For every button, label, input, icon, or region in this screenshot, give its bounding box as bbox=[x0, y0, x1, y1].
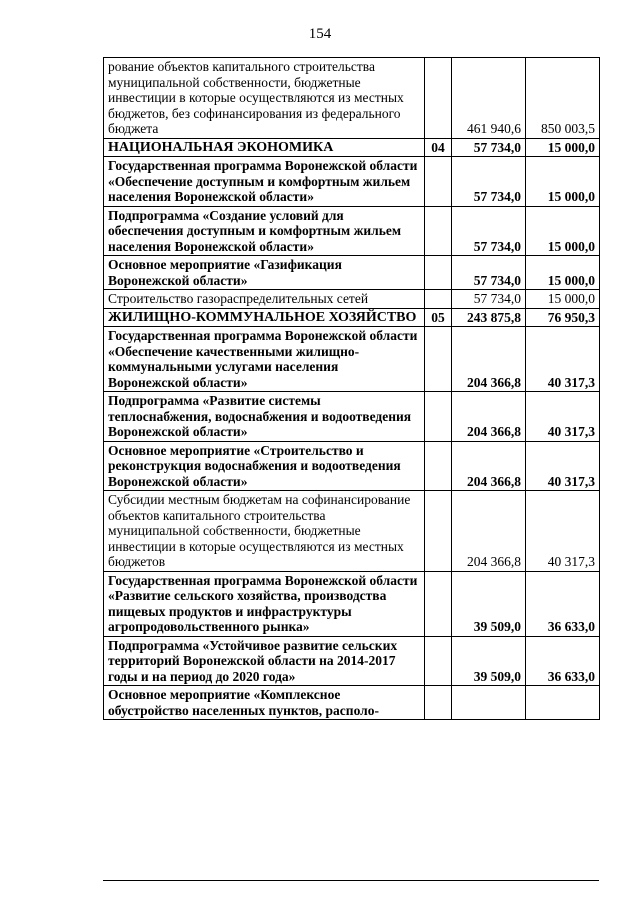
table-row bbox=[104, 157, 600, 207]
page-bottom-rule bbox=[103, 880, 599, 881]
budget-table bbox=[103, 57, 600, 720]
row-name: Подпрограмма «Развитие системы теплоснабжения, водоснабжения и водоотведения Воронежской области» bbox=[104, 392, 425, 442]
row-value-2: 15 000,0 bbox=[526, 138, 600, 157]
row-value-2: 850 003,5 bbox=[526, 58, 600, 139]
row-section-code bbox=[425, 256, 452, 290]
row-section-code bbox=[425, 636, 452, 686]
table-row bbox=[104, 58, 600, 139]
page-number: 154 bbox=[308, 26, 332, 42]
row-value-2: 40 317,3 bbox=[526, 491, 600, 572]
row-value-1: 57 734,0 bbox=[452, 290, 526, 309]
row-name: Основное мероприятие «Комплексное обустройство населенных пунктов, располо- bbox=[104, 686, 425, 720]
table-row bbox=[104, 138, 600, 157]
table-row bbox=[104, 327, 600, 392]
row-value-2: 40 317,3 bbox=[526, 441, 600, 491]
row-value-2: 15 000,0 bbox=[526, 290, 600, 309]
row-value-1: 57 734,0 bbox=[452, 206, 526, 256]
row-name: Государственная программа Воронежской области «Развитие сельского хозяйства, производства пищевых продуктов и инфраструктуры агропродовольственного рынка» bbox=[104, 571, 425, 636]
row-section-code bbox=[425, 571, 452, 636]
row-value-2: 76 950,3 bbox=[526, 308, 600, 327]
row-value-1: 57 734,0 bbox=[452, 157, 526, 207]
table-row bbox=[104, 308, 600, 327]
table-row bbox=[104, 636, 600, 686]
row-name: Строительство газораспределительных сетей bbox=[104, 290, 425, 309]
row-value-2: 15 000,0 bbox=[526, 206, 600, 256]
table-row bbox=[104, 392, 600, 442]
row-value-1: 57 734,0 bbox=[452, 256, 526, 290]
row-value-2: 40 317,3 bbox=[526, 392, 600, 442]
row-section-code bbox=[425, 392, 452, 442]
row-value-1: 461 940,6 bbox=[452, 58, 526, 139]
row-value-1: 39 509,0 bbox=[452, 571, 526, 636]
row-name: рование объектов капитального строительства муниципальной собственности, бюджетные инвестиции в которые осуществляются из местных бюджетов, без софинансирования из федерального бюджета bbox=[104, 58, 425, 139]
table-row bbox=[104, 491, 600, 572]
row-value-1: 39 509,0 bbox=[452, 636, 526, 686]
row-section-code bbox=[425, 206, 452, 256]
row-name: Государственная программа Воронежской области «Обеспечение доступным и комфортным жильем населения Воронежской области» bbox=[104, 157, 425, 207]
row-name: Подпрограмма «Устойчивое развитие сельских территорий Воронежской области на 2014-2017 годы и на период до 2020 года» bbox=[104, 636, 425, 686]
row-value-1: 243 875,8 bbox=[452, 308, 526, 327]
row-section-code: 05 bbox=[425, 308, 452, 327]
row-value-1: 57 734,0 bbox=[452, 138, 526, 157]
row-section-code bbox=[425, 58, 452, 139]
row-section-code bbox=[425, 686, 452, 720]
table-row bbox=[104, 686, 600, 720]
row-value-1 bbox=[452, 686, 526, 720]
row-value-2: 15 000,0 bbox=[526, 256, 600, 290]
row-value-2 bbox=[526, 686, 600, 720]
row-name: ЖИЛИЩНО-КОММУНАЛЬНОЕ ХОЗЯЙСТВО bbox=[104, 308, 425, 327]
row-section-code bbox=[425, 290, 452, 309]
row-name: Государственная программа Воронежской области «Обеспечение качественными жилищно-коммунальными услугами населения Воронежской области» bbox=[104, 327, 425, 392]
row-name: Основное мероприятие «Строительство и реконструкция водоснабжения и водоотведения Воронежской области» bbox=[104, 441, 425, 491]
row-value-2: 36 633,0 bbox=[526, 636, 600, 686]
table-row bbox=[104, 206, 600, 256]
row-name: Субсидии местным бюджетам на софинансирование объектов капитального строительства муниципальной собственности, бюджетные инвестиции в которые осуществляются из местных бюджетов bbox=[104, 491, 425, 572]
row-value-1: 204 366,8 bbox=[452, 491, 526, 572]
row-name: Основное мероприятие «Газификация Воронежской области» bbox=[104, 256, 425, 290]
row-section-code bbox=[425, 491, 452, 572]
row-value-2: 15 000,0 bbox=[526, 157, 600, 207]
row-value-1: 204 366,8 bbox=[452, 392, 526, 442]
row-section-code: 04 bbox=[425, 138, 452, 157]
table-row bbox=[104, 441, 600, 491]
row-value-1: 204 366,8 bbox=[452, 327, 526, 392]
row-value-1: 204 366,8 bbox=[452, 441, 526, 491]
row-value-2: 40 317,3 bbox=[526, 327, 600, 392]
table-row bbox=[104, 571, 600, 636]
row-value-2: 36 633,0 bbox=[526, 571, 600, 636]
row-section-code bbox=[425, 441, 452, 491]
table-row bbox=[104, 256, 600, 290]
row-name: НАЦИОНАЛЬНАЯ ЭКОНОМИКА bbox=[104, 138, 425, 157]
row-name: Подпрограмма «Создание условий для обеспечения доступным и комфортным жильем населения Воронежской области» bbox=[104, 206, 425, 256]
table-row bbox=[104, 290, 600, 309]
row-section-code bbox=[425, 157, 452, 207]
row-section-code bbox=[425, 327, 452, 392]
